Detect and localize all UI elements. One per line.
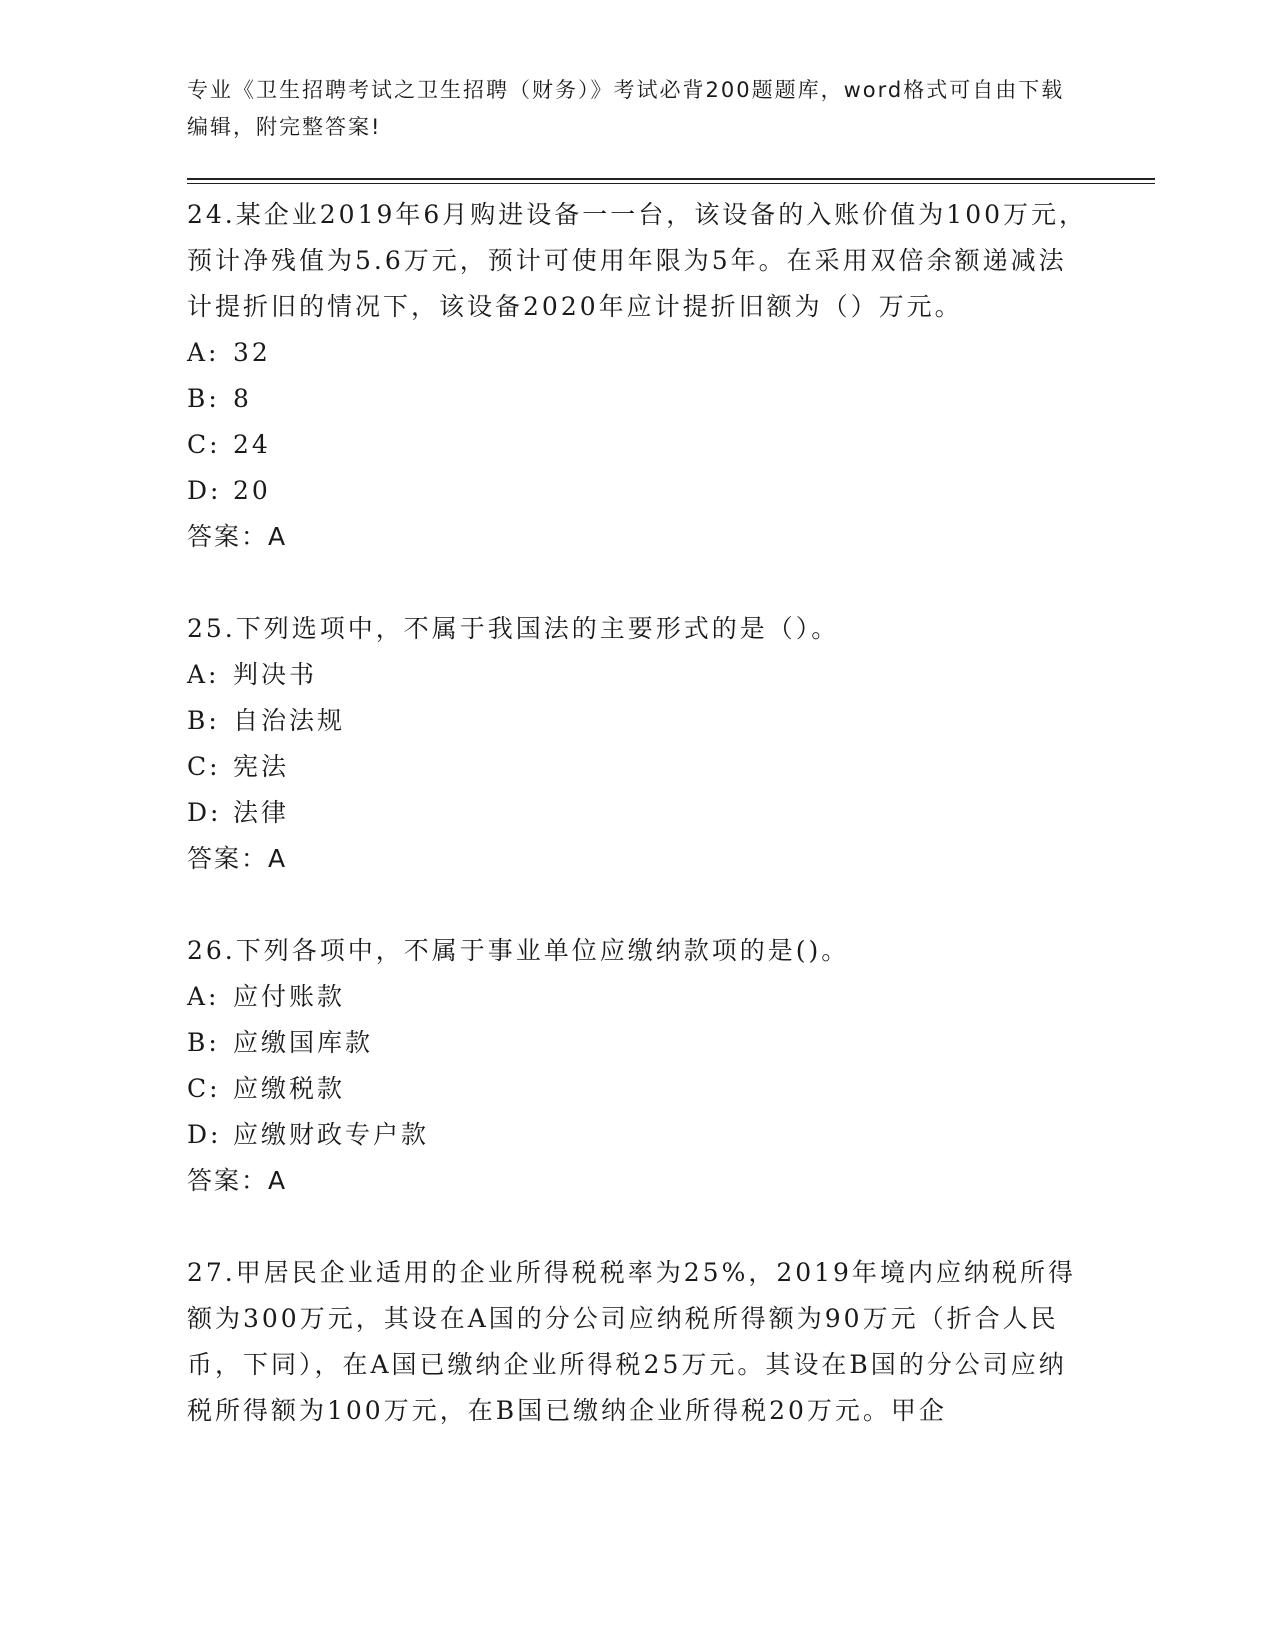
question-spacer xyxy=(187,882,1087,928)
question-26 xyxy=(187,928,1087,1204)
document-header xyxy=(187,72,1067,146)
option-value: 法律 xyxy=(233,798,290,827)
header-rule-thick xyxy=(187,178,1155,180)
option-d xyxy=(187,468,1087,514)
question-spacer xyxy=(187,1204,1087,1250)
question-text: 24.某企业2019年6月购进设备一一台，该设备的入账价值为100万元，预计净残值为5.6万元，预计可使用年限为5年。在采用双倍余额递减法计提折旧的情况下，该设备2020年应计提折旧额为（）万元。 xyxy=(187,200,1088,321)
question-text: 25.下列选项中，不属于我国法的主要形式的是（）。 xyxy=(187,614,840,643)
option-value: 判决书 xyxy=(233,660,318,689)
option-letter: A: xyxy=(187,338,220,367)
option-a xyxy=(187,330,1087,376)
option-b xyxy=(187,376,1087,422)
option-c xyxy=(187,422,1087,468)
option-a xyxy=(187,652,1087,698)
question-24 xyxy=(187,192,1087,560)
option-letter: D: xyxy=(187,798,222,827)
option-letter: B: xyxy=(187,384,220,413)
option-c xyxy=(187,1066,1087,1112)
option-letter: C: xyxy=(187,1074,221,1103)
option-value: 24 xyxy=(233,430,271,459)
option-letter: C: xyxy=(187,752,221,781)
option-d xyxy=(187,1112,1087,1158)
option-b xyxy=(187,1020,1087,1066)
option-value: 应付账款 xyxy=(233,982,346,1011)
option-letter: D: xyxy=(187,1120,222,1149)
option-letter: B: xyxy=(187,1028,220,1057)
question-list xyxy=(187,192,1087,1434)
question-27 xyxy=(187,1250,1087,1434)
question-spacer xyxy=(187,560,1087,606)
option-d xyxy=(187,790,1087,836)
answer-line: 答案：A xyxy=(187,1166,288,1195)
option-letter: A: xyxy=(187,982,220,1011)
option-value: 8 xyxy=(233,384,252,413)
question-text: 26.下列各项中，不属于事业单位应缴纳款项的是()。 xyxy=(187,936,850,965)
answer-line: 答案：A xyxy=(187,844,288,873)
option-value: 应缴财政专户款 xyxy=(233,1120,430,1149)
header-intro-text: 专业《卫生招聘考试之卫生招聘（财务）》考试必背200题题库，word格式可自由下载编辑，附完整答案! xyxy=(187,78,1065,139)
question-25 xyxy=(187,606,1087,882)
option-value: 宪法 xyxy=(233,752,290,781)
option-letter: A: xyxy=(187,660,220,689)
option-b xyxy=(187,698,1087,744)
option-a xyxy=(187,974,1087,1020)
option-value: 应缴国库款 xyxy=(233,1028,374,1057)
header-rule-thin xyxy=(187,183,1155,184)
option-value: 20 xyxy=(233,476,271,505)
option-c xyxy=(187,744,1087,790)
option-value: 32 xyxy=(233,338,271,367)
option-letter: B: xyxy=(187,706,220,735)
option-value: 应缴税款 xyxy=(233,1074,346,1103)
answer-line: 答案：A xyxy=(187,522,288,551)
question-text: 27.甲居民企业适用的企业所得税税率为25%，2019年境内应纳税所得额为300万元，其设在A国的分公司应纳税所得额为90万元（折合人民币，下同），在A国已缴纳企业所得税25万元。其设在B国的分公司应纳税所得额为100万元，在B国已缴纳企业所得税20万元。甲企 xyxy=(187,1258,1076,1425)
option-value: 自治法规 xyxy=(233,706,346,735)
option-letter: D: xyxy=(187,476,222,505)
option-letter: C: xyxy=(187,430,221,459)
